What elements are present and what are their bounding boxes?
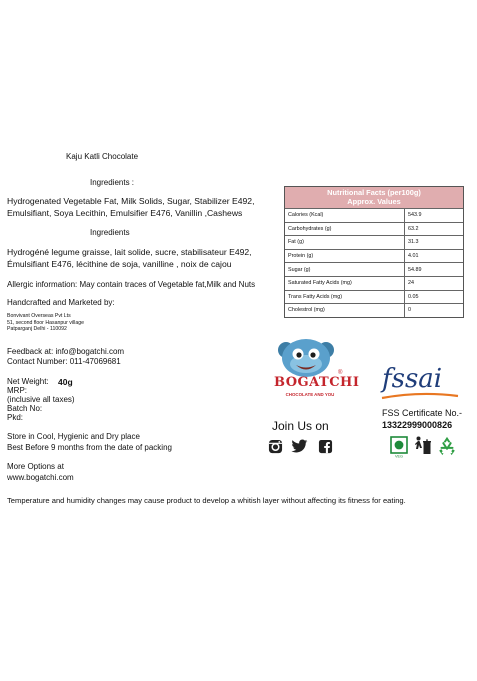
- disclaimer: Temperature and humidity changes may cause product to develop a whitish layer without affecting its fitness for eating.: [7, 496, 406, 505]
- nutrition-title: Nutritional Facts (per100g): [327, 188, 421, 197]
- join-us-label: Join Us on: [272, 419, 329, 433]
- table-row: [285, 304, 463, 317]
- storage-instructions: Store in Cool, Hygienic and Dry place: [7, 432, 140, 441]
- batch-label: Batch No:: [7, 404, 43, 413]
- nutrition-subtitle: Approx. Values: [347, 197, 401, 206]
- nutrient-name: Sugar (g): [285, 263, 405, 277]
- nutrition-facts-table: [284, 186, 464, 318]
- nutrient-value: 24: [405, 276, 464, 290]
- net-weight-value: 40g: [58, 377, 73, 387]
- best-before: Best Before 9 months from the date of packing: [7, 443, 172, 452]
- mrp-label: MRP:: [7, 386, 27, 395]
- net-weight-label: Net Weight:: [7, 377, 49, 386]
- ingredients-heading-en: Ingredients :: [90, 178, 135, 187]
- nutrient-name: Fat (g): [285, 236, 405, 250]
- ingredients-heading-fr: Ingredients: [90, 228, 130, 237]
- table-row: [285, 222, 463, 236]
- nutrient-value: 0: [405, 304, 464, 317]
- table-row: [285, 236, 463, 250]
- website-link[interactable]: www.bogatchi.com: [7, 473, 74, 482]
- fss-certificate-label: FSS Certificate No.-: [382, 408, 463, 418]
- brand-registered-mark: ®: [338, 370, 343, 376]
- ingredients-fr-line1: Hydrogéné legume graisse, lait solide, sucre, stabilisateur E492,: [7, 247, 252, 257]
- nutrient-name: Carbohydrates (g): [285, 222, 405, 236]
- nutrition-header: [285, 187, 463, 208]
- table-row: [285, 263, 463, 277]
- nutrient-name: Cholestrol (mg): [285, 304, 405, 317]
- brand-name: BOGATCHI: [274, 375, 360, 390]
- instagram-icon[interactable]: [268, 439, 283, 454]
- nutrition-rows: [285, 208, 463, 317]
- fssai-logo: fssai: [382, 364, 443, 394]
- veg-badge-text: VEG: [394, 454, 404, 458]
- product-title: Kaju Katli Chocolate: [66, 152, 139, 161]
- address-line3: Patparganj Delhi - 110092: [7, 326, 67, 332]
- twitter-icon[interactable]: [291, 439, 308, 454]
- feedback-email: Feedback at: info@bogatchi.com: [7, 347, 125, 356]
- marketed-by-label: Handcrafted and Marketed by:: [7, 298, 115, 307]
- ingredients-fr-line2: Émulsifiant E476, lécithine de soja, vanilline , noix de cajou: [7, 259, 232, 269]
- address-line1: Bonvivant Overseas Pvt Lts: [7, 313, 71, 319]
- table-row: [285, 290, 463, 304]
- ingredients-en-line2: Emulsifiant, Soya Lecithin, Emulsifier E476, Vanillin ,Cashews: [7, 208, 243, 218]
- nutrient-value: 543.9: [405, 209, 464, 223]
- contact-number: Contact Number: 011-47069681: [7, 357, 121, 366]
- nutrient-value: 4.01: [405, 249, 464, 263]
- nutrient-name: Calories (Kcal): [285, 209, 405, 223]
- tidy-man-icon: [414, 436, 432, 456]
- taxes-note: (inclusive all taxes): [7, 395, 75, 404]
- nutrient-name: Trans Fatty Acids (mg): [285, 290, 405, 304]
- veg-mark-icon: [390, 436, 410, 458]
- table-row: [285, 276, 463, 290]
- pkd-label: Pkd:: [7, 413, 24, 422]
- table-row: [285, 209, 463, 223]
- recycle-icon: [436, 435, 458, 457]
- nutrient-value: 31.3: [405, 236, 464, 250]
- nutrient-name: Saturated Fatty Acids (mg): [285, 276, 405, 290]
- facebook-icon[interactable]: [318, 439, 333, 454]
- allergen-info: Allergic information: May contain traces of Vegetable fat,Milk and Nuts: [7, 280, 256, 289]
- nutrient-value: 63.2: [405, 222, 464, 236]
- ingredients-en-line1: Hydrogenated Vegetable Fat, Milk Solids, Sugar, Stabilizer E492,: [7, 196, 255, 206]
- fssai-swoosh-icon: [380, 392, 460, 400]
- fss-certificate-number: 13322999000826: [382, 420, 453, 430]
- nutrient-value: 54.89: [405, 263, 464, 277]
- table-row: [285, 249, 463, 263]
- nutrient-name: Protein (g): [285, 249, 405, 263]
- brand-tagline: CHOCOLATE AND YOU: [285, 392, 335, 397]
- nutrient-value: 0.05: [405, 290, 464, 304]
- address-line2: 51, second floor Hasanpur village: [7, 319, 84, 326]
- more-options-label: More Options at: [7, 462, 64, 471]
